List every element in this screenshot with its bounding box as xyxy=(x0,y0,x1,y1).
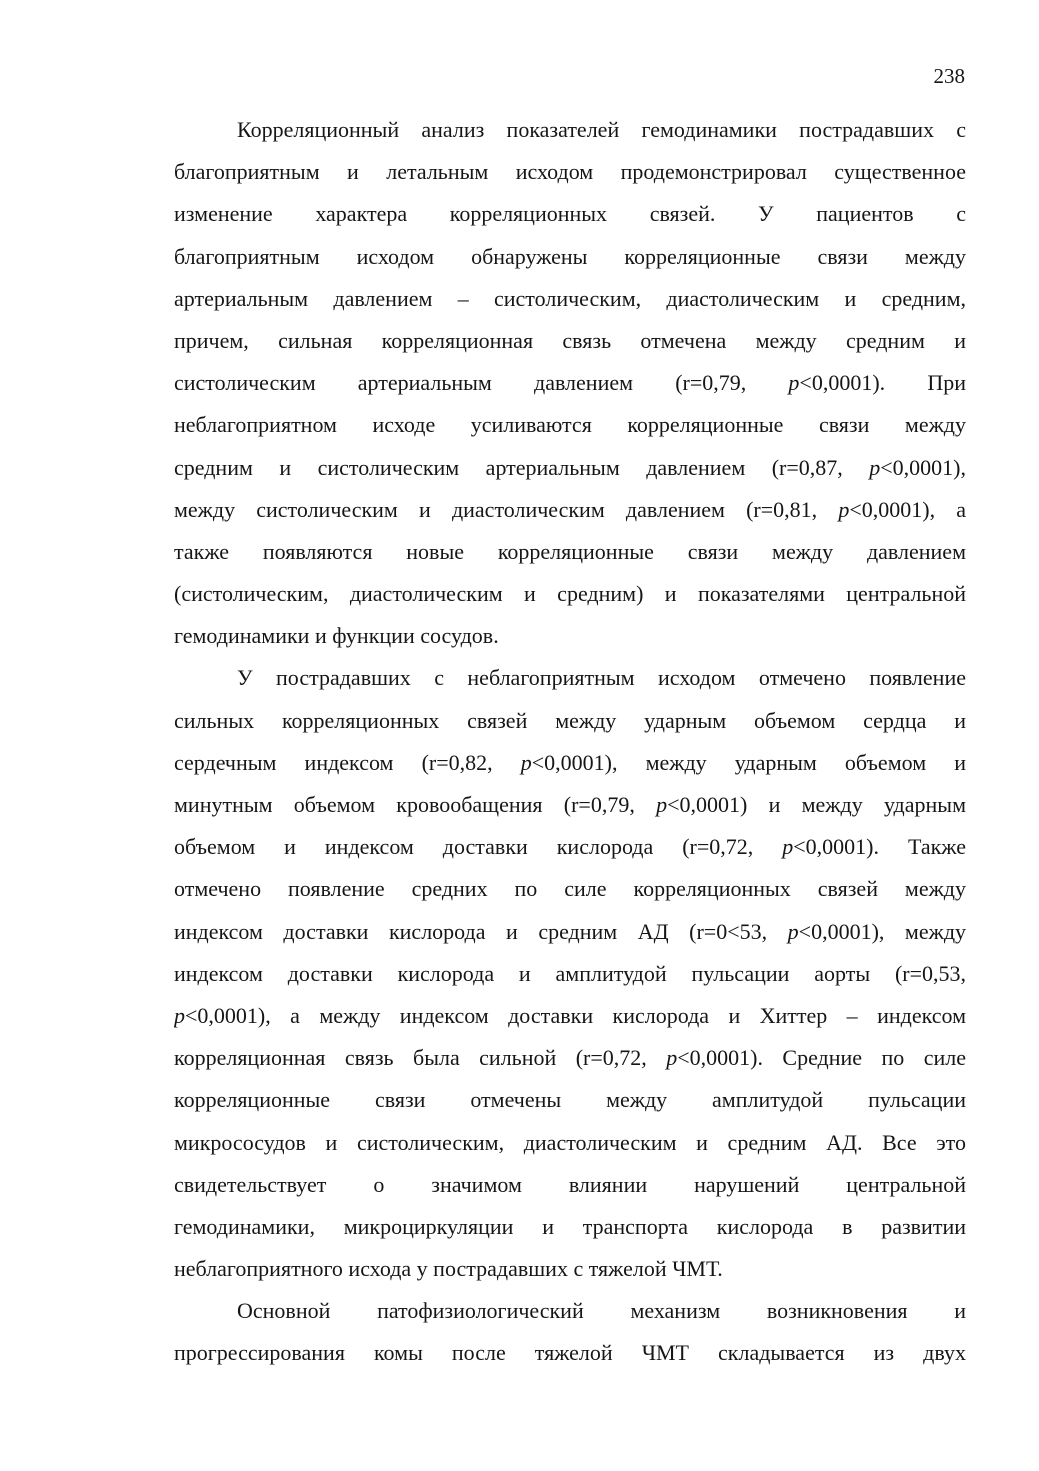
text-line: индексом доставки кислорода и амплитудой пульсации аорты (r=0,53, xyxy=(174,960,966,986)
text-line: микрососудов и систолическим, диастолическим и средним АД. Все это xyxy=(174,1129,966,1155)
text-line: минутным объемом кровообащения (r=0,79, p<0,0001) и между ударным xyxy=(174,792,966,817)
text-line: изменение характера корреляционных связей. У пациентов с xyxy=(174,201,966,227)
text-line: неблагоприятном исходе усиливаются корреляционные связи между xyxy=(174,412,966,438)
text-line: объемом и индексом доставки кислорода (r=0,72, p<0,0001). Также xyxy=(174,834,966,860)
text-line: артериальным давлением – систолическим, диастолическим и средним, xyxy=(174,285,966,311)
text-line: также появляются новые корреляционные связи между давлением xyxy=(174,538,966,564)
text-line: отмечено появление средних по силе корреляционных связей между xyxy=(174,876,966,902)
text-line: Основной патофизиологический механизм возникновения и xyxy=(237,1298,966,1324)
text-line: неблагоприятного исхода у пострадавших с тяжелой ЧМТ. xyxy=(174,1256,723,1282)
text-line: систолическим артериальным давлением (r=0,79, p<0,0001). При xyxy=(174,370,966,396)
text-line: индексом доставки кислорода и средним АД (r=0<53, p<0,0001), между xyxy=(174,918,966,944)
text-line: между систолическим и диастолическим давлением (r=0,81, p<0,0001), а xyxy=(174,496,966,522)
text-line: корреляционные связи отмечены между амплитудой пульсации xyxy=(174,1087,966,1113)
text-line: У пострадавших с неблагоприятным исходом отмечено появление xyxy=(237,665,966,691)
document-body xyxy=(174,109,966,1375)
text-line: благоприятным и летальным исходом продемонстрировал существенное xyxy=(174,159,966,185)
text-line: прогрессирования комы после тяжелой ЧМТ складывается из двух xyxy=(174,1340,966,1366)
text-line: корреляционная связь была сильной (r=0,72, p<0,0001). Средние по силе xyxy=(174,1045,966,1071)
text-line: гемодинамики и функции сосудов. xyxy=(174,623,499,649)
text-line: свидетельствует о значимом влиянии нарушений центральной xyxy=(174,1171,966,1197)
text-line: благоприятным исходом обнаружены корреляционные связи между xyxy=(174,243,966,269)
text-line: Корреляционный анализ показателей гемодинамики пострадавших с xyxy=(237,117,966,142)
text-line: (систолическим, диастолическим и средним) и показателями центральной xyxy=(174,581,966,607)
page-number: 238 xyxy=(933,64,965,88)
text-line: сильных корреляционных связей между ударным объемом сердца и xyxy=(174,707,966,733)
text-line: p<0,0001), а между индексом доставки кислорода и Хиттер – индексом xyxy=(174,1002,966,1028)
paragraph-container xyxy=(174,109,966,1375)
text-line: сердечным индексом (r=0,82, p<0,0001), между ударным объемом и xyxy=(174,749,966,775)
text-line: причем, сильная корреляционная связь отмечена между средним и xyxy=(174,327,966,353)
text-line: средним и систолическим артериальным давлением (r=0,87, p<0,0001), xyxy=(174,454,966,480)
text-line: гемодинамики, микроциркуляции и транспорта кислорода в развитии xyxy=(174,1213,966,1239)
